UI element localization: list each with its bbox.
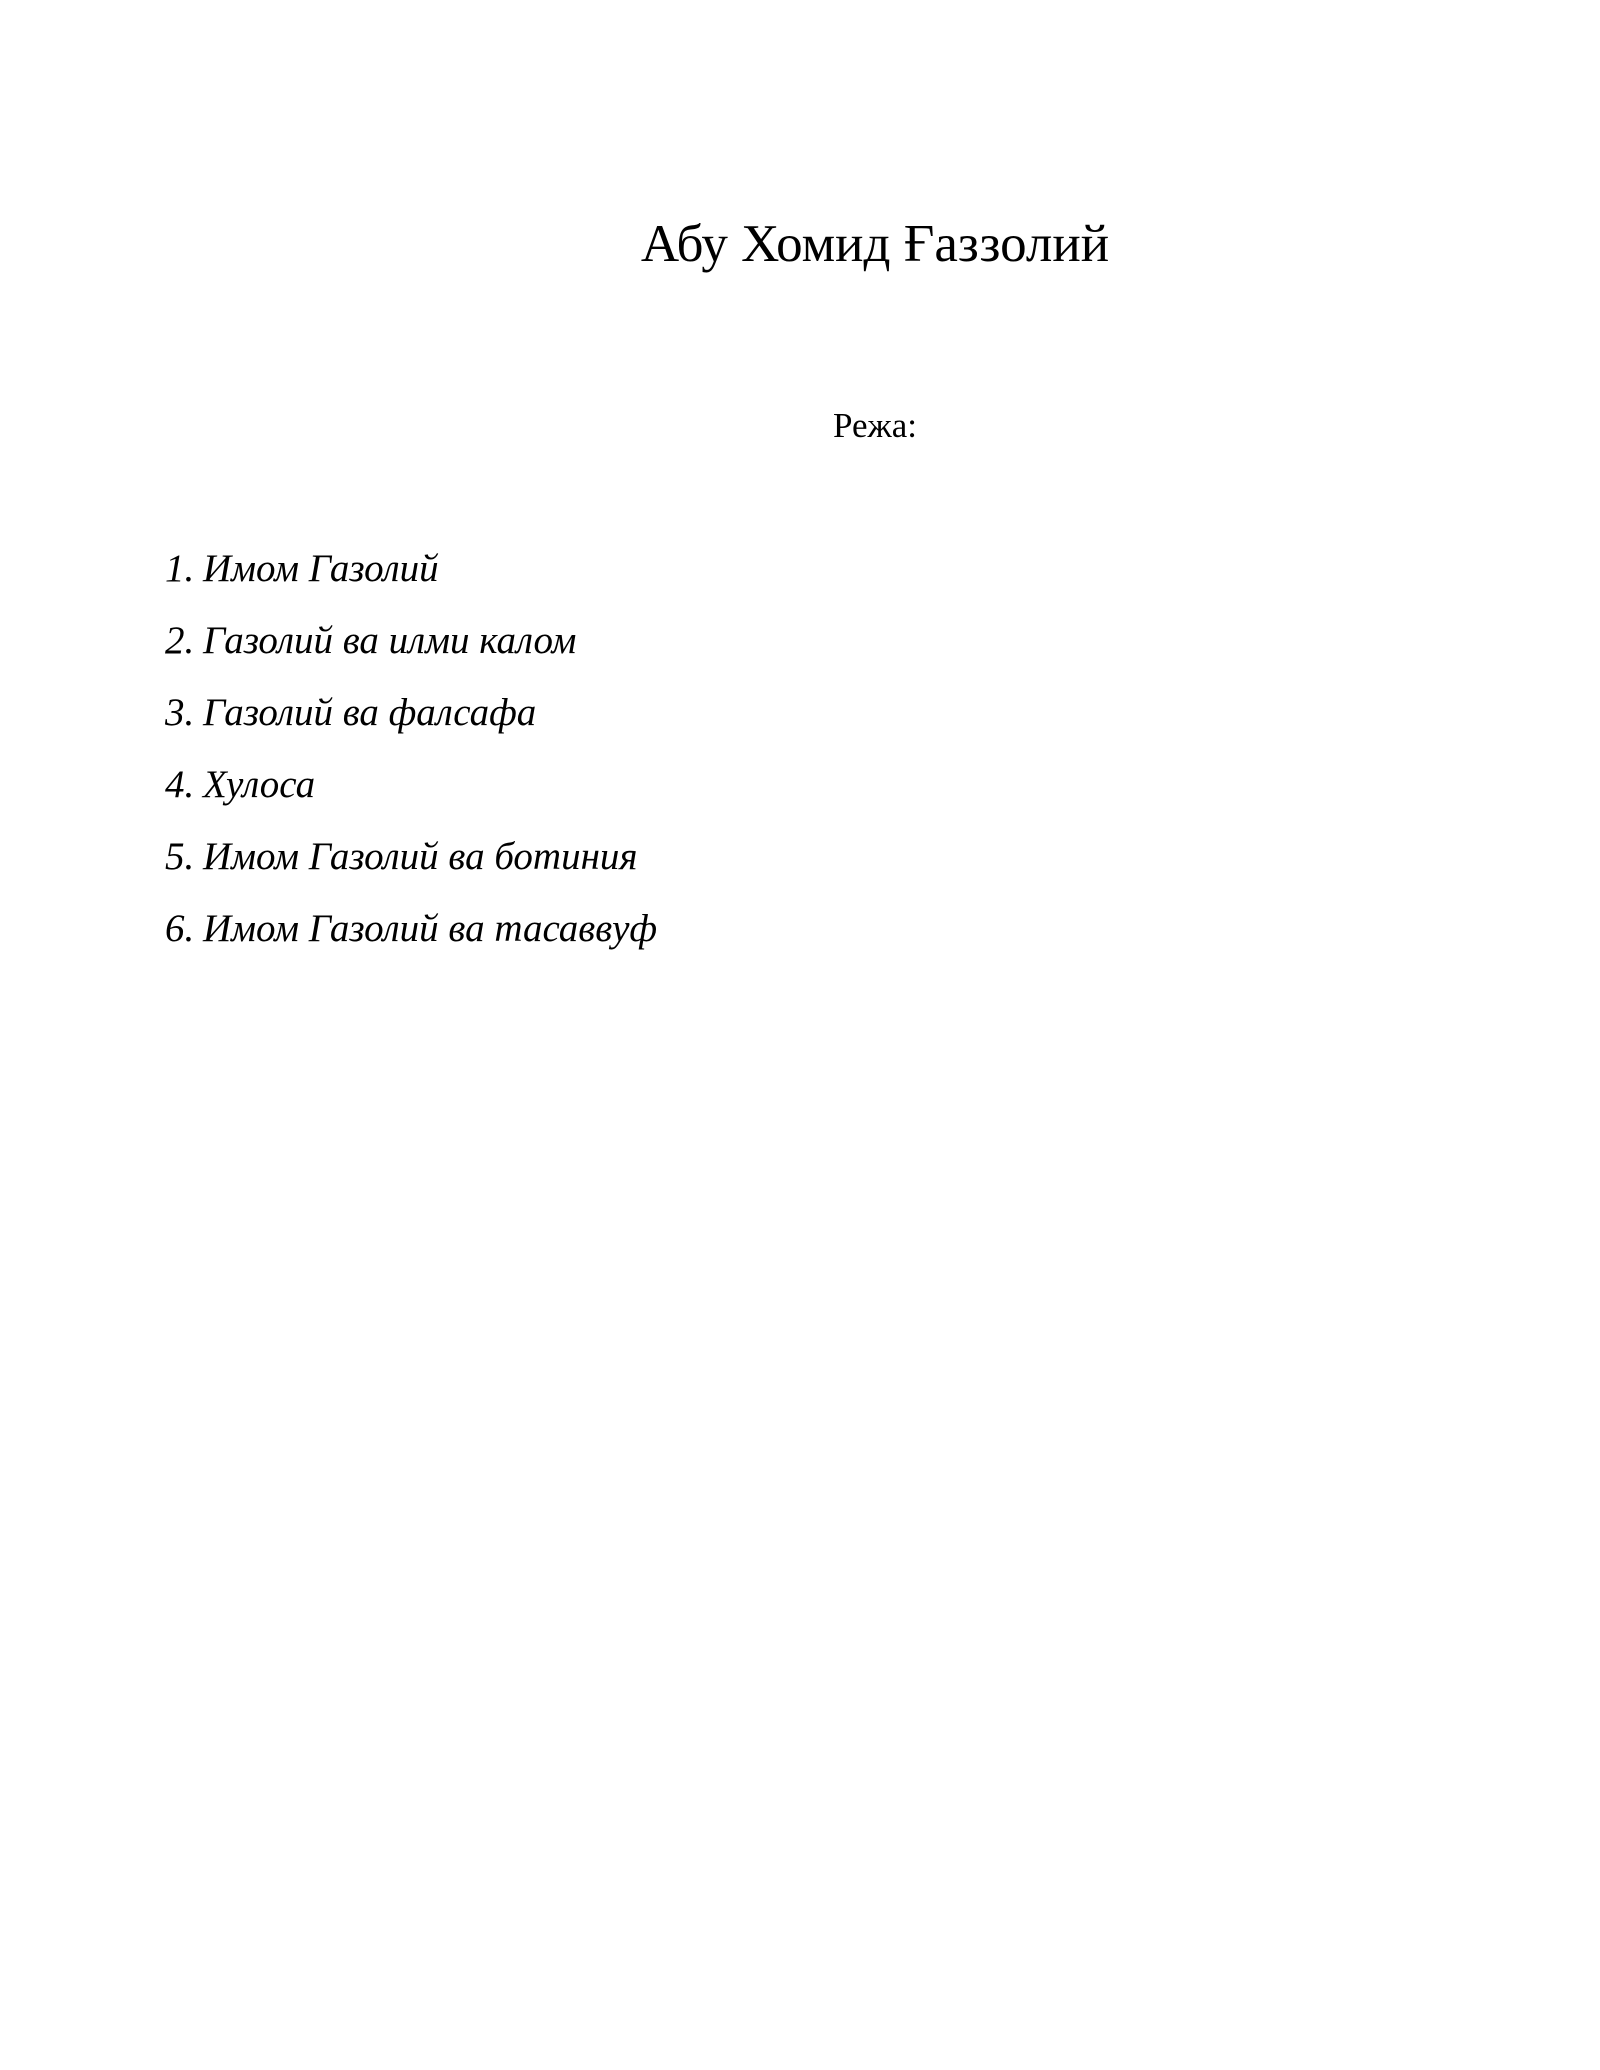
list-item-text: Газолий ва илми калом bbox=[203, 619, 577, 662]
list-item bbox=[165, 677, 657, 749]
plan-list bbox=[165, 533, 657, 965]
list-item-number: 4. bbox=[165, 763, 195, 806]
page-title: Абу Хомид Ғаззолий bbox=[640, 215, 1110, 273]
list-item-text: Газолий ва фалсафа bbox=[203, 691, 537, 734]
list-item-text: Имом Газолий ва тасаввуф bbox=[203, 907, 658, 950]
plan-heading: Режа: bbox=[833, 406, 917, 445]
list-item-number: 6. bbox=[165, 907, 195, 950]
list-item bbox=[165, 605, 657, 677]
list-item bbox=[165, 533, 657, 605]
list-item bbox=[165, 749, 657, 821]
list-item-number: 3. bbox=[165, 691, 195, 734]
list-item-number: 1. bbox=[165, 547, 195, 590]
list-item-number: 2. bbox=[165, 619, 195, 662]
list-item-text: Имом Газолий bbox=[203, 547, 439, 590]
list-item-number: 5. bbox=[165, 835, 195, 878]
list-item bbox=[165, 821, 657, 893]
list-item bbox=[165, 893, 657, 965]
list-item-text: Хулоса bbox=[203, 763, 316, 806]
list-item-text: Имом Газолий ва ботиния bbox=[203, 835, 638, 878]
